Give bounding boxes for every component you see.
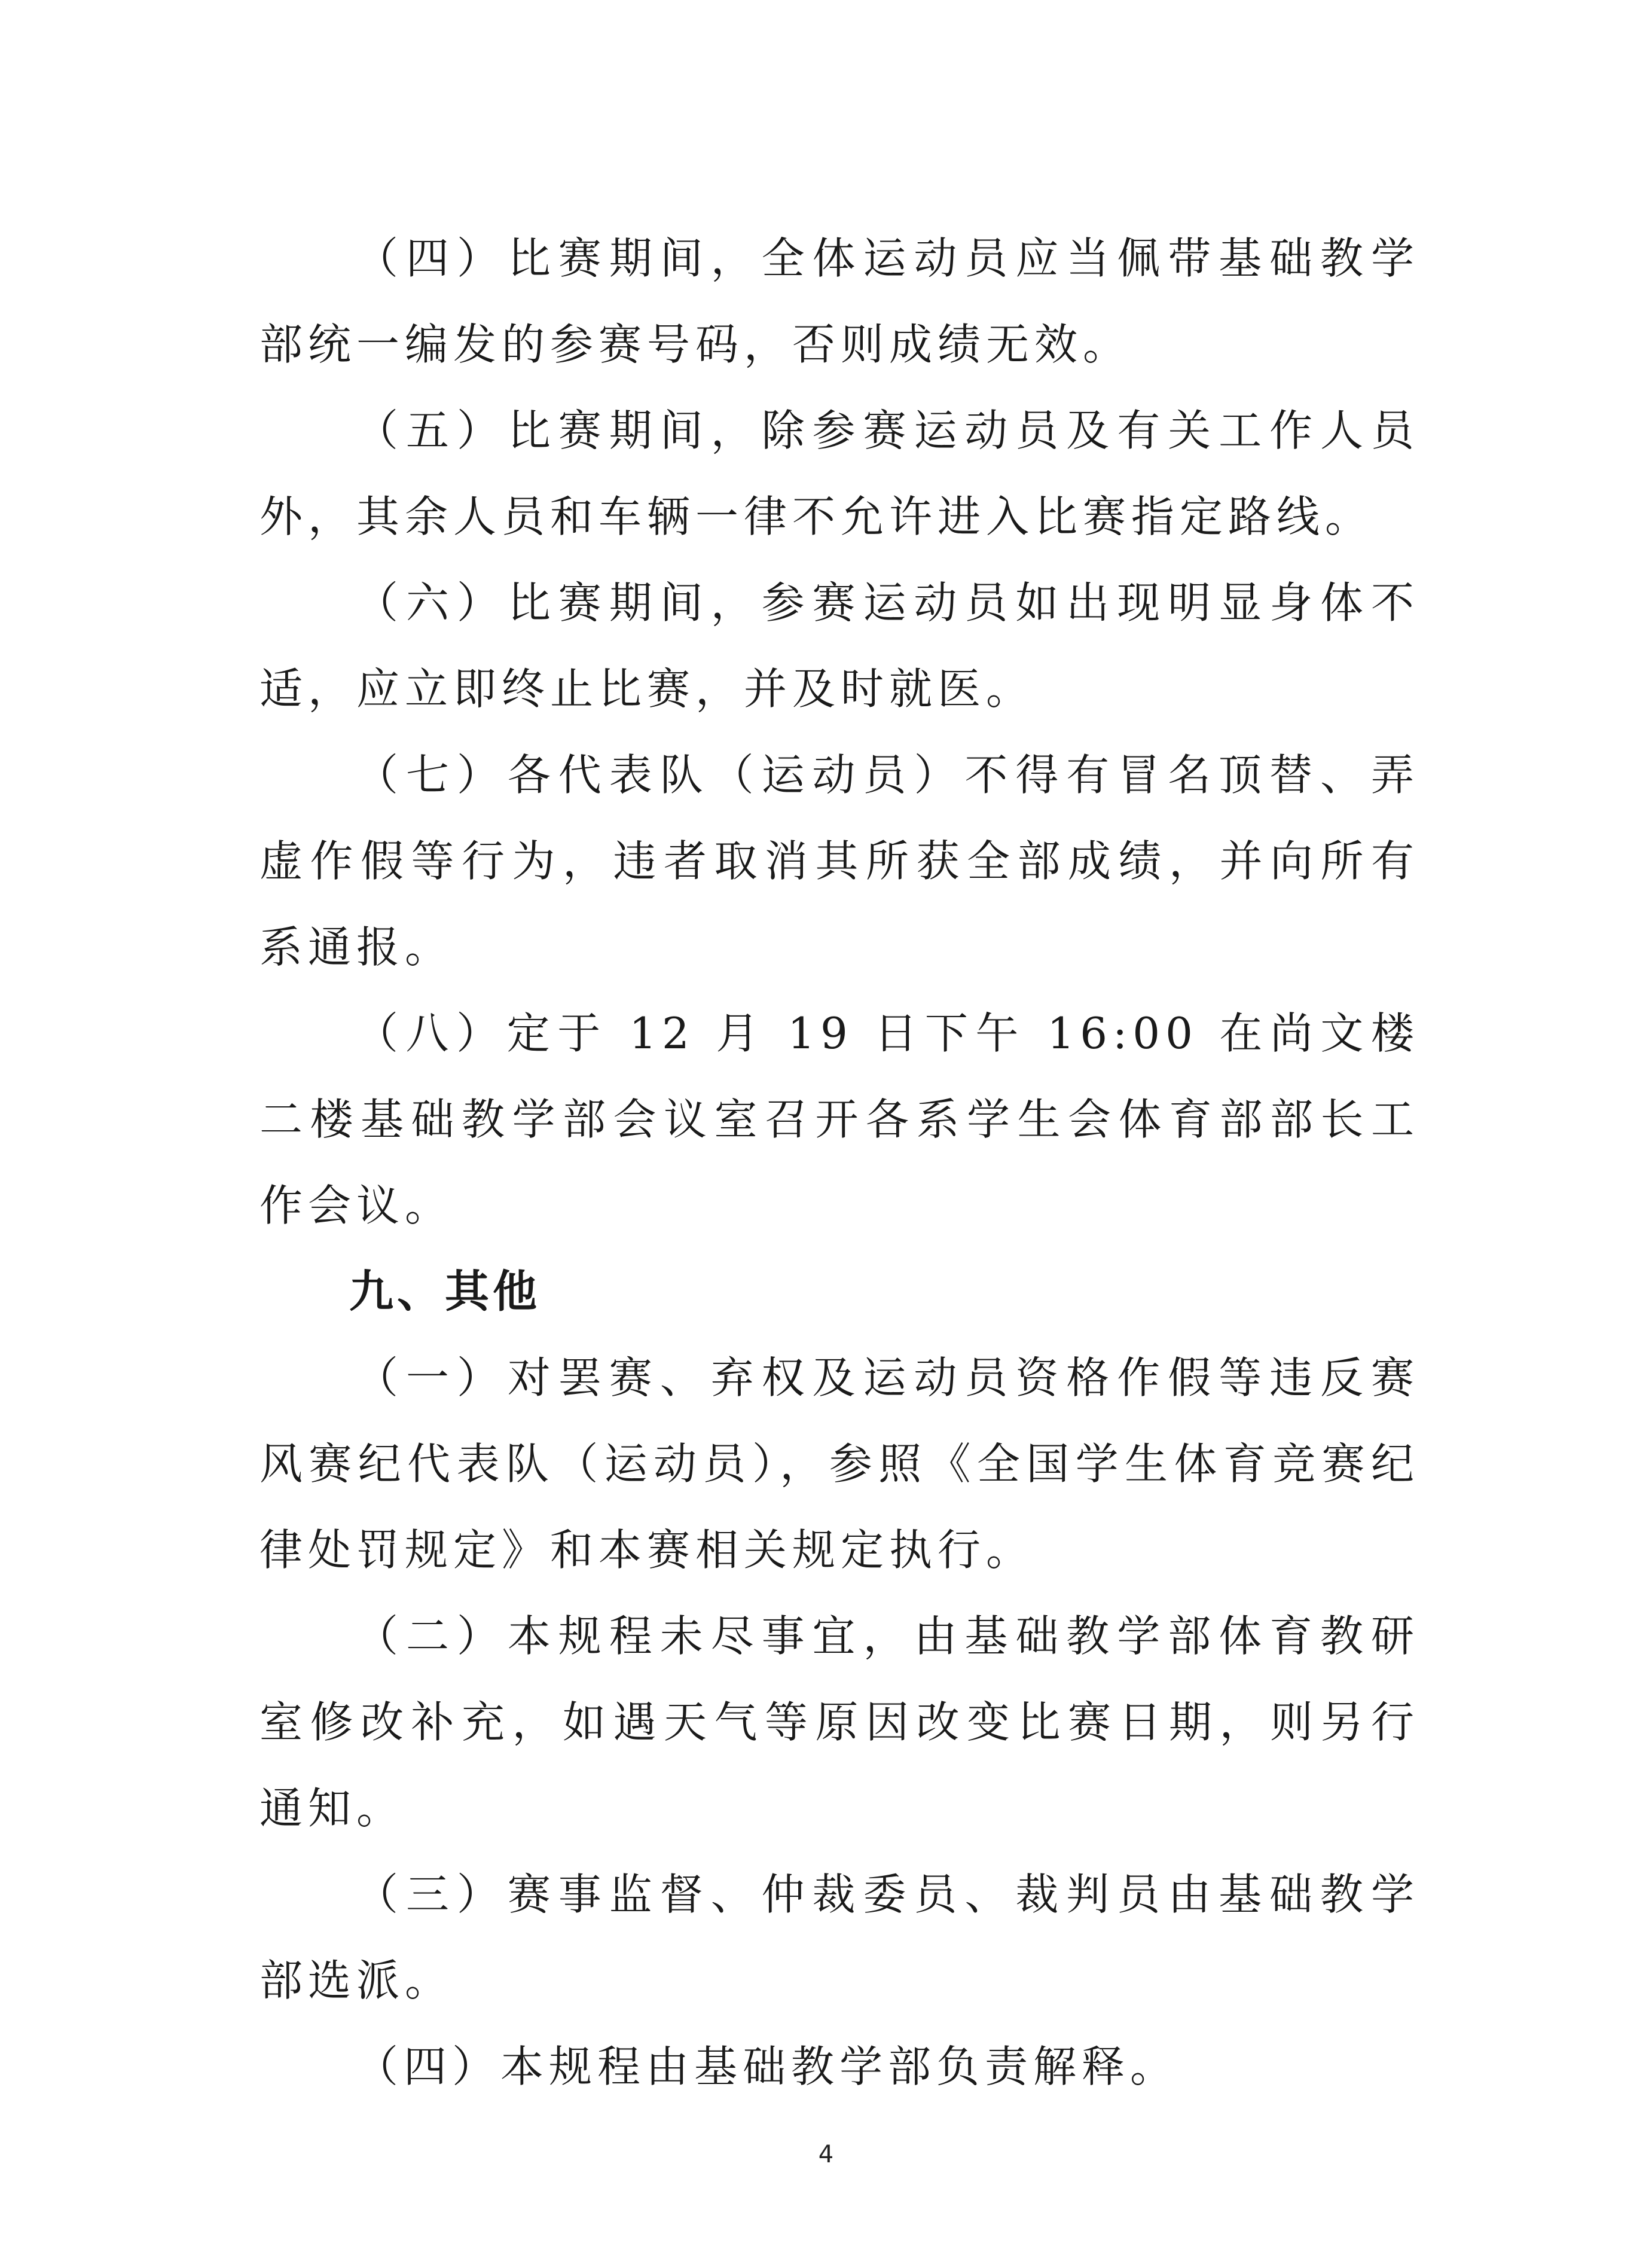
paragraph-item-5: （五）比赛期间，除参赛运动员及有关工作人员外，其余人员和车辆一律不允许进入比赛指定路线。 [259, 405, 1419, 542]
other-item-2: （二）本规程未尽事宜，由基础教学部体育教研室修改补充，如遇天气等原因改变比赛日期，则另行通知。 [259, 1611, 1419, 1833]
paragraph-item-7: （七）各代表队（运动员）不得有冒名顶替、弄虚作假等行为，违者取消其所获全部成绩，并向所有系通报。 [259, 750, 1419, 972]
other-item-1: （一）对罢赛、弃权及运动员资格作假等违反赛风赛纪代表队（运动员），参照《全国学生体育竞赛纪律处罚规定》和本赛相关规定执行。 [259, 1353, 1419, 1575]
paragraph-item-4: （四）比赛期间，全体运动员应当佩带基础教学部统一编发的参赛号码，否则成绩无效。 [259, 233, 1419, 370]
section-heading: 九、其他 [349, 1266, 541, 1317]
paragraph-item-8: （八）定于 12 月 19 日下午 16:00 在尚文楼二楼基础教学部会议室召开各系学生会体育部部长工作会议。 [259, 1008, 1419, 1231]
other-item-3: （三）赛事监督、仲裁委员、裁判员由基础教学部选派。 [259, 1869, 1419, 2006]
document-body [259, 215, 1419, 2110]
page-number: 4 [818, 2141, 834, 2168]
other-item-4: （四）本规程由基础教学部负责解释。 [355, 2042, 1179, 2092]
paragraph-item-6: （六）比赛期间，参赛运动员如出现明显身体不适，应立即终止比赛，并及时就医。 [259, 578, 1419, 714]
